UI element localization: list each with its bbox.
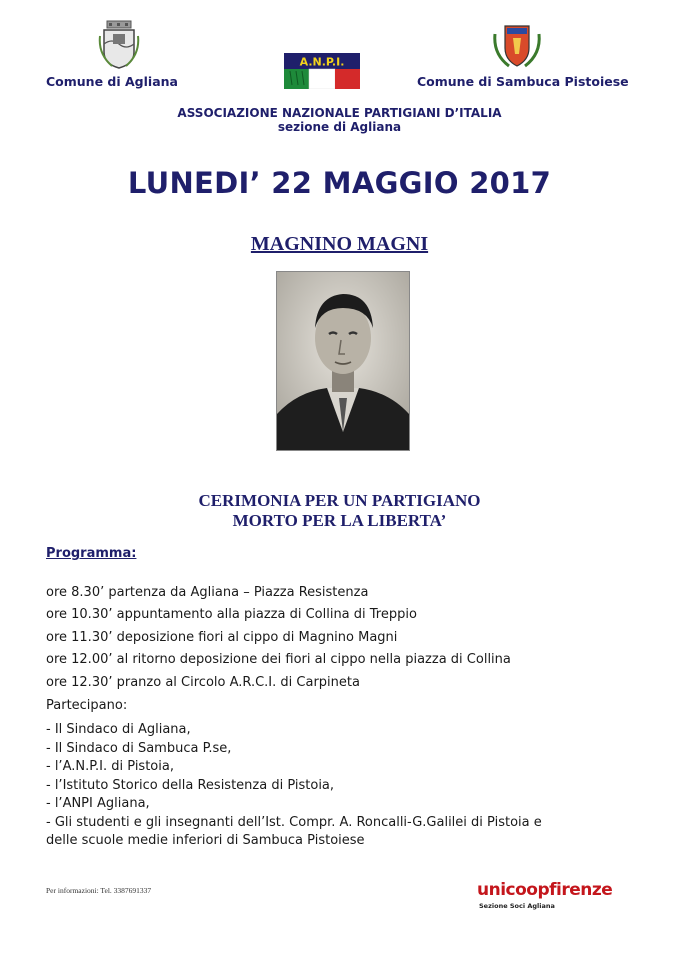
left-municipality: Comune di Agliana bbox=[46, 74, 178, 89]
unicoop-logo-part-1: unico bbox=[477, 880, 527, 900]
participant-item: - Il Sindaco di Agliana, bbox=[46, 722, 191, 737]
participant-item: - l’ANPI Agliana, bbox=[46, 796, 150, 811]
participant-item: - Gli studenti e gli insegnanti dell’Ist. Compr. A. Roncalli-G.Galilei di Pistoia e bbox=[46, 814, 542, 830]
partisan-name: MAGNINO MAGNI bbox=[250, 233, 429, 255]
participant-item: - l’Istituto Storico della Resistenza di Pistoia, bbox=[46, 777, 335, 793]
sambuca-crest-icon bbox=[491, 24, 543, 70]
participant-item: - l’A.N.P.I. di Pistoia, bbox=[46, 759, 174, 774]
anpi-logo bbox=[284, 53, 360, 89]
program-title: Programma: bbox=[46, 546, 137, 561]
unicoop-subtitle: Sezione Soci Agliana bbox=[479, 902, 555, 910]
program-item: ore 11.30’ deposizione fiori al cippo di Magnino Magni bbox=[46, 629, 398, 645]
program-item: ore 12.30’ pranzo al Circolo A.R.C.I. di Carpineta bbox=[46, 674, 360, 690]
unicoop-logo bbox=[477, 880, 612, 900]
right-municipality: Comune di Sambuca Pistoiese bbox=[417, 74, 629, 89]
program-item: ore 8.30’ partenza da Agliana – Piazza Resistenza bbox=[46, 585, 369, 600]
ceremony-line-2: MORTO PER LA LIBERTA’ bbox=[232, 511, 447, 530]
contact-info: Per informazioni: Tel. 3387691337 bbox=[46, 886, 152, 895]
program-item: ore 12.00’ al ritorno deposizione dei fiori al cippo nella piazza di Collina bbox=[46, 652, 511, 668]
unicoop-logo-part-3: firenze bbox=[549, 880, 613, 900]
participants-title: Partecipano: bbox=[46, 698, 128, 713]
program-item: ore 10.30’ appuntamento alla piazza di Collina di Treppio bbox=[46, 607, 417, 623]
anpi-logo-text: A.N.P.I. bbox=[299, 55, 345, 69]
program-list bbox=[46, 582, 511, 694]
participant-item: delle scuole medie inferiori di Sambuca Pistoiese bbox=[46, 833, 365, 848]
ceremony-title bbox=[0, 491, 679, 531]
agliana-crest-icon bbox=[98, 20, 140, 70]
association-block bbox=[0, 106, 679, 134]
association-name: ASSOCIAZIONE NAZIONALE PARTIGIANI D’ITALIA bbox=[177, 106, 502, 120]
association-section: sezione di Agliana bbox=[277, 120, 402, 134]
ceremony-line-1: CERIMONIA PER UN PARTIGIANO bbox=[198, 491, 481, 510]
participants-list bbox=[46, 721, 646, 851]
portrait-photo bbox=[276, 271, 410, 451]
unicoop-logo-part-2: op bbox=[526, 880, 550, 900]
participant-item: - Il Sindaco di Sambuca P.se, bbox=[46, 740, 232, 756]
event-date: LUNEDI’ 22 MAGGIO 2017 bbox=[127, 166, 552, 200]
